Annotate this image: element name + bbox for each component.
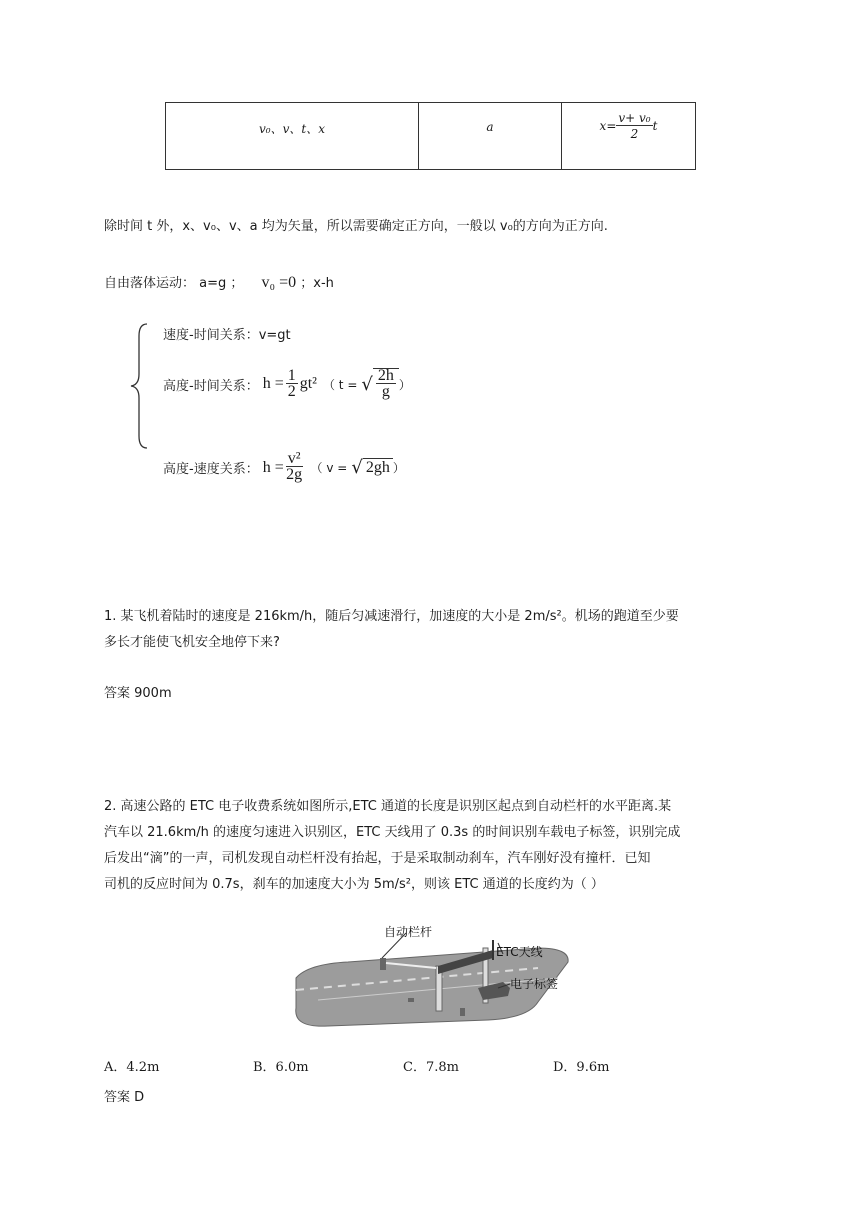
question-2-line-3: 后发出“滴”的一声，司机发现自动栏杆没有抬起，于是采取制动刹车，汽车刚好没有撞杆．已知 [104,851,651,866]
question-1-line-1: 1. 某飞机着陆时的速度是 216km/h，随后匀减速滑行，加速度的大小是 2m/s²。机场的跑道至少要 [104,609,679,624]
figure-label-antenna: ETC天线 [496,945,543,959]
option-b: B．6.0m [253,1060,309,1075]
table-cell-missing-text: a [486,120,494,134]
height-velocity-relation [163,452,405,483]
option-d: D．9.6m [553,1060,610,1075]
height-time-num: 1 [287,366,296,384]
height-velocity-paren-open: （ v = [310,461,348,475]
question-2-line-2: 汽车以 21.6km/h 的速度匀速进入识别区，ETC 天线用了 0.3s 的时间识别车载电子标签，识别完成 [104,825,681,840]
formula-denominator: 2 [630,127,639,141]
option-a: A．4.2m [104,1060,160,1075]
table-cell-quantities-text: v₀、v、t、x [259,122,325,136]
question-2 [104,794,760,898]
left-brace-icon [125,322,155,450]
height-velocity-num: v² [287,450,301,467]
figure-label-barrier: 自动栏杆 [384,925,433,939]
height-time-sqrt-den: g [381,383,390,400]
free-fall-x: ；x-h [300,276,334,291]
height-time-sqrt-fraction [376,369,396,400]
height-velocity-den: 2g [286,466,303,483]
question-1 [104,604,760,656]
question-1-answer: 答案 900m [104,686,172,701]
question-2-answer: 答案 D [104,1090,145,1105]
question-2-line-4: 司机的反应时间为 0.7s，刹车的加速度大小为 5m/s²，则该 ETC 通道的长度约为（ ） [104,877,604,892]
question-2-line-1: 2. 高速公路的 ETC 电子收费系统如图所示,ETC 通道的长度是识别区起点到自动栏杆的水平距离.某 [104,799,672,814]
table-cell-missing [419,103,562,169]
height-velocity-h: h = [262,458,284,476]
table-cell-quantities [166,103,419,169]
velocity-time-relation [163,324,291,343]
height-time-paren-open: （ t = [322,377,358,392]
figure-label-tag: 电子标签 [510,977,559,991]
free-fall-a: a=g ； [199,276,244,291]
free-fall-intro [104,272,334,292]
formula-fraction [616,111,652,142]
height-time-label: 高度-时间关系： [163,378,259,394]
vector-note: 除时间 t 外，x、v₀、v、a 均为矢量，所以需要确定正方向，一般以 v₀的方向为正方向. [104,219,608,234]
height-time-fraction [286,366,298,400]
height-velocity-paren-close: ） [392,461,405,475]
table-formula [562,111,695,142]
height-time-relation [163,368,411,400]
height-time-h: h = [262,375,284,392]
etc-lane-figure [288,918,578,1038]
height-time-paren-close: ） [398,377,411,392]
formula-numerator: v+ v₀ [618,111,651,125]
sqrt-icon: √ [351,457,363,478]
table-cell-formula [562,103,695,169]
height-time-sqrt [373,368,399,400]
free-fall-label: 自由落体运动： [104,276,196,291]
height-velocity-label: 高度-速度关系： [163,462,259,477]
question-1-line-2: 多长才能使飞机安全地停下来? [104,635,280,650]
option-c: C．7.8m [403,1060,459,1075]
formula-rhs: t [652,119,658,133]
height-time-rest: gt² [299,375,317,392]
kinematics-table [165,102,696,170]
height-velocity-fraction [286,452,303,483]
formula-lhs: x= [599,119,617,133]
height-time-sqrt-num: 2h [377,367,394,384]
height-time-den: 2 [287,382,296,400]
velocity-time-formula: v=gt [258,328,291,343]
velocity-time-label: 速度-时间关系： [163,328,259,343]
free-fall-v0: v₀ =0 [261,274,297,291]
sqrt-icon: √ [361,373,373,395]
height-velocity-sqrt: 2gh [363,458,393,477]
